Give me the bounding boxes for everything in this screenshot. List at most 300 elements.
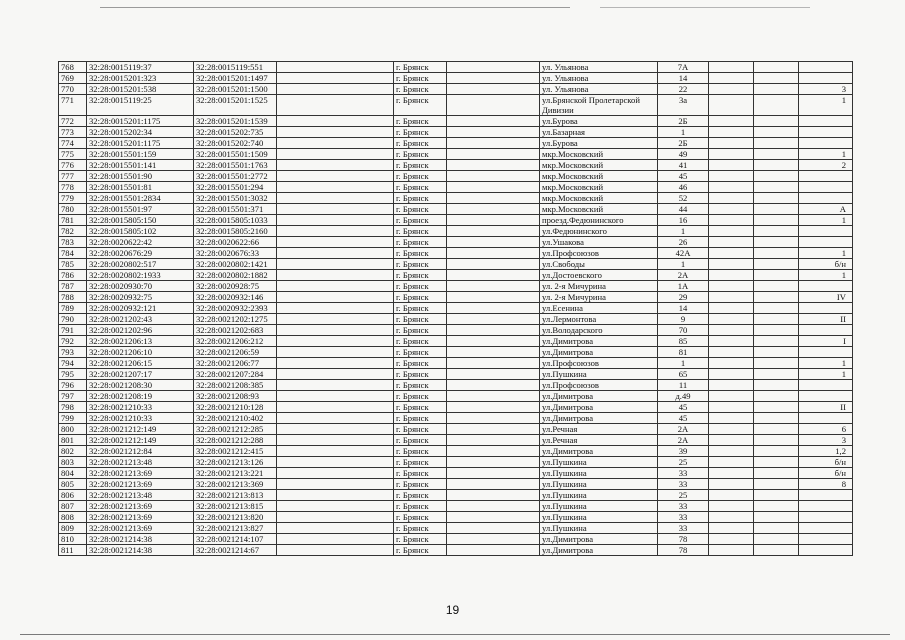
house-number: 81 — [658, 347, 709, 358]
street: мкр.Московский — [540, 193, 658, 204]
cadastral-block: 32:28:0021212:84 — [87, 446, 194, 457]
table-row — [59, 314, 853, 325]
extra-designation — [799, 193, 853, 204]
blank-cell — [754, 62, 799, 73]
extra-designation: 8 — [799, 479, 853, 490]
blank-cell — [447, 391, 540, 402]
extra-designation: 3 — [799, 435, 853, 446]
blank-cell — [447, 435, 540, 446]
street: мкр.Московский — [540, 149, 658, 160]
cadastral-number: 32:28:0020928:75 — [194, 281, 277, 292]
row-number: 788 — [59, 292, 87, 303]
city: г. Брянск — [394, 457, 447, 468]
street: ул.Володарского — [540, 325, 658, 336]
blank-cell — [709, 325, 754, 336]
extra-designation — [799, 116, 853, 127]
cadastral-number: 32:28:0015805:2160 — [194, 226, 277, 237]
scan-bottom-line — [20, 634, 890, 635]
row-number: 769 — [59, 73, 87, 84]
row-number: 772 — [59, 116, 87, 127]
extra-designation — [799, 534, 853, 545]
cadastral-number: 32:28:0021212:285 — [194, 424, 277, 435]
row-number: 787 — [59, 281, 87, 292]
cadastral-block: 32:28:0021206:15 — [87, 358, 194, 369]
blank-cell — [709, 281, 754, 292]
blank-cell — [447, 446, 540, 457]
blank-cell — [277, 534, 394, 545]
cadastral-block: 32:28:0020932:121 — [87, 303, 194, 314]
cadastral-block: 32:28:0021207:17 — [87, 369, 194, 380]
cadastral-block: 32:28:0015202:34 — [87, 127, 194, 138]
table-row — [59, 347, 853, 358]
table-row — [59, 391, 853, 402]
blank-cell — [754, 259, 799, 270]
blank-cell — [277, 413, 394, 424]
blank-cell — [754, 303, 799, 314]
blank-cell — [447, 314, 540, 325]
blank-cell — [447, 259, 540, 270]
row-number: 792 — [59, 336, 87, 347]
house-number: 33 — [658, 468, 709, 479]
cadastral-number: 32:28:0015805:1033 — [194, 215, 277, 226]
table-row — [59, 116, 853, 127]
house-number: 42А — [658, 248, 709, 259]
table-row — [59, 336, 853, 347]
cadastral-block: 32:28:0015119:25 — [87, 95, 194, 116]
blank-cell — [277, 281, 394, 292]
blank-cell — [277, 512, 394, 523]
blank-cell — [754, 127, 799, 138]
blank-cell — [754, 215, 799, 226]
house-number: 44 — [658, 204, 709, 215]
blank-cell — [754, 84, 799, 95]
blank-cell — [277, 545, 394, 556]
blank-cell — [754, 457, 799, 468]
table-row — [59, 84, 853, 95]
blank-cell — [447, 369, 540, 380]
city: г. Брянск — [394, 358, 447, 369]
blank-cell — [277, 391, 394, 402]
blank-cell — [754, 435, 799, 446]
blank-cell — [277, 237, 394, 248]
city: г. Брянск — [394, 325, 447, 336]
blank-cell — [277, 325, 394, 336]
extra-designation — [799, 237, 853, 248]
row-number: 793 — [59, 347, 87, 358]
cadastral-block: 32:28:0020930:70 — [87, 281, 194, 292]
cadastral-block: 32:28:0021214:38 — [87, 545, 194, 556]
blank-cell — [277, 62, 394, 73]
cadastral-number: 32:28:0015119:551 — [194, 62, 277, 73]
cadastral-block: 32:28:0021206:13 — [87, 336, 194, 347]
blank-cell — [447, 501, 540, 512]
city: г. Брянск — [394, 512, 447, 523]
blank-cell — [754, 226, 799, 237]
row-number: 802 — [59, 446, 87, 457]
cadastral-block: 32:28:0015805:150 — [87, 215, 194, 226]
city: г. Брянск — [394, 259, 447, 270]
blank-cell — [709, 259, 754, 270]
blank-cell — [754, 369, 799, 380]
cadastral-block: 32:28:0021213:48 — [87, 457, 194, 468]
city: г. Брянск — [394, 347, 447, 358]
extra-designation — [799, 226, 853, 237]
street: ул.Бурова — [540, 116, 658, 127]
extra-designation: 1 — [799, 248, 853, 259]
city: г. Брянск — [394, 171, 447, 182]
blank-cell — [277, 215, 394, 226]
extra-designation — [799, 303, 853, 314]
extra-designation — [799, 347, 853, 358]
blank-cell — [277, 457, 394, 468]
cadastral-number: 32:28:0015201:1497 — [194, 73, 277, 84]
extra-designation — [799, 501, 853, 512]
table-row — [59, 237, 853, 248]
blank-cell — [754, 73, 799, 84]
cadastral-block: 32:28:0020802:517 — [87, 259, 194, 270]
table-row — [59, 138, 853, 149]
cadastral-block: 32:28:0021213:69 — [87, 479, 194, 490]
extra-designation — [799, 171, 853, 182]
blank-cell — [709, 182, 754, 193]
table-row — [59, 523, 853, 534]
row-number: 773 — [59, 127, 87, 138]
city: г. Брянск — [394, 545, 447, 556]
extra-designation: IV — [799, 292, 853, 303]
blank-cell — [447, 270, 540, 281]
table-row — [59, 446, 853, 457]
blank-cell — [277, 116, 394, 127]
cadastral-register-table — [58, 61, 853, 556]
house-number: д.49 — [658, 391, 709, 402]
table-row — [59, 95, 853, 116]
row-number: 806 — [59, 490, 87, 501]
street: ул.Пушкина — [540, 457, 658, 468]
row-number: 768 — [59, 62, 87, 73]
cadastral-number: 32:28:0021212:415 — [194, 446, 277, 457]
cadastral-number: 32:28:0015201:1525 — [194, 95, 277, 116]
blank-cell — [709, 160, 754, 171]
cadastral-number: 32:28:0021207:284 — [194, 369, 277, 380]
blank-cell — [447, 402, 540, 413]
city: г. Брянск — [394, 73, 447, 84]
street: ул.Димитрова — [540, 336, 658, 347]
blank-cell — [709, 534, 754, 545]
row-number: 796 — [59, 380, 87, 391]
blank-cell — [447, 73, 540, 84]
house-number: 45 — [658, 171, 709, 182]
cadastral-block: 32:28:0021213:69 — [87, 512, 194, 523]
street: ул.Достоевского — [540, 270, 658, 281]
house-number: 7А — [658, 62, 709, 73]
table-row — [59, 215, 853, 226]
table-row — [59, 369, 853, 380]
blank-cell — [277, 182, 394, 193]
blank-cell — [709, 369, 754, 380]
table-row — [59, 171, 853, 182]
city: г. Брянск — [394, 380, 447, 391]
table-row — [59, 226, 853, 237]
blank-cell — [709, 512, 754, 523]
table-row — [59, 281, 853, 292]
table-row — [59, 259, 853, 270]
blank-cell — [754, 204, 799, 215]
city: г. Брянск — [394, 226, 447, 237]
cadastral-block: 32:28:0021213:48 — [87, 490, 194, 501]
blank-cell — [754, 512, 799, 523]
street: ул.Пушкина — [540, 490, 658, 501]
blank-cell — [709, 303, 754, 314]
cadastral-block: 32:28:0020622:42 — [87, 237, 194, 248]
house-number: 2Б — [658, 116, 709, 127]
table-row — [59, 545, 853, 556]
row-number: 780 — [59, 204, 87, 215]
blank-cell — [277, 95, 394, 116]
table-row — [59, 501, 853, 512]
blank-cell — [277, 435, 394, 446]
blank-cell — [754, 347, 799, 358]
cadastral-number: 32:28:0020676:33 — [194, 248, 277, 259]
blank-cell — [447, 358, 540, 369]
street: ул.Лермонтова — [540, 314, 658, 325]
street: ул.Ушакова — [540, 237, 658, 248]
blank-cell — [447, 226, 540, 237]
table-row — [59, 160, 853, 171]
city: г. Брянск — [394, 446, 447, 457]
extra-designation — [799, 182, 853, 193]
table-row — [59, 182, 853, 193]
blank-cell — [447, 204, 540, 215]
blank-cell — [754, 468, 799, 479]
extra-designation: б/н — [799, 468, 853, 479]
cadastral-block: 32:28:0021212:149 — [87, 435, 194, 446]
cadastral-block: 32:28:0021202:43 — [87, 314, 194, 325]
house-number: 33 — [658, 501, 709, 512]
blank-cell — [447, 62, 540, 73]
blank-cell — [754, 193, 799, 204]
city: г. Брянск — [394, 468, 447, 479]
house-number: 1А — [658, 281, 709, 292]
extra-designation: I — [799, 336, 853, 347]
table-row — [59, 325, 853, 336]
street: ул.Пушкина — [540, 523, 658, 534]
blank-cell — [277, 127, 394, 138]
city: г. Брянск — [394, 523, 447, 534]
blank-cell — [277, 501, 394, 512]
blank-cell — [709, 226, 754, 237]
street: ул.Димитрова — [540, 402, 658, 413]
blank-cell — [709, 149, 754, 160]
blank-cell — [709, 545, 754, 556]
cadastral-number: 32:28:0021206:212 — [194, 336, 277, 347]
blank-cell — [709, 171, 754, 182]
scan-top-line — [100, 7, 570, 8]
extra-designation: 1 — [799, 215, 853, 226]
blank-cell — [447, 479, 540, 490]
street: ул. Ульянова — [540, 84, 658, 95]
street: ул.Димитрова — [540, 391, 658, 402]
city: г. Брянск — [394, 182, 447, 193]
blank-cell — [709, 215, 754, 226]
blank-cell — [447, 545, 540, 556]
blank-cell — [447, 490, 540, 501]
city: г. Брянск — [394, 193, 447, 204]
blank-cell — [709, 73, 754, 84]
blank-cell — [447, 523, 540, 534]
house-number: 9 — [658, 314, 709, 325]
row-number: 809 — [59, 523, 87, 534]
blank-cell — [709, 479, 754, 490]
house-number: 22 — [658, 84, 709, 95]
blank-cell — [277, 160, 394, 171]
cadastral-number: 32:28:0021210:402 — [194, 413, 277, 424]
blank-cell — [709, 62, 754, 73]
extra-designation — [799, 391, 853, 402]
house-number: 16 — [658, 215, 709, 226]
blank-cell — [277, 226, 394, 237]
cadastral-block: 32:28:0021212:149 — [87, 424, 194, 435]
house-number: 14 — [658, 303, 709, 314]
city: г. Брянск — [394, 149, 447, 160]
row-number: 801 — [59, 435, 87, 446]
cadastral-number: 32:28:0021213:369 — [194, 479, 277, 490]
row-number: 783 — [59, 237, 87, 248]
table-row — [59, 468, 853, 479]
city: г. Брянск — [394, 160, 447, 171]
blank-cell — [754, 380, 799, 391]
row-number: 781 — [59, 215, 87, 226]
house-number: 25 — [658, 490, 709, 501]
blank-cell — [277, 73, 394, 84]
blank-cell — [709, 248, 754, 259]
table-row — [59, 73, 853, 84]
table-row — [59, 490, 853, 501]
blank-cell — [709, 237, 754, 248]
blank-cell — [277, 347, 394, 358]
extra-designation — [799, 281, 853, 292]
blank-cell — [754, 424, 799, 435]
cadastral-block: 32:28:0015201:538 — [87, 84, 194, 95]
city: г. Брянск — [394, 127, 447, 138]
cadastral-number: 32:28:0021213:820 — [194, 512, 277, 523]
house-number: 70 — [658, 325, 709, 336]
cadastral-number: 32:28:0021208:93 — [194, 391, 277, 402]
cadastral-block: 32:28:0021213:69 — [87, 523, 194, 534]
cadastral-number: 32:28:0021202:683 — [194, 325, 277, 336]
blank-cell — [277, 380, 394, 391]
city: г. Брянск — [394, 62, 447, 73]
table-row — [59, 270, 853, 281]
row-number: 774 — [59, 138, 87, 149]
blank-cell — [447, 347, 540, 358]
cadastral-number: 32:28:0015501:1763 — [194, 160, 277, 171]
blank-cell — [709, 468, 754, 479]
city: г. Брянск — [394, 248, 447, 259]
row-number: 785 — [59, 259, 87, 270]
house-number: 49 — [658, 149, 709, 160]
house-number: 33 — [658, 479, 709, 490]
cadastral-number: 32:28:0021213:827 — [194, 523, 277, 534]
blank-cell — [754, 138, 799, 149]
blank-cell — [709, 347, 754, 358]
blank-cell — [277, 336, 394, 347]
house-number: 78 — [658, 534, 709, 545]
blank-cell — [754, 358, 799, 369]
table-row — [59, 303, 853, 314]
blank-cell — [754, 237, 799, 248]
cadastral-number: 32:28:0015202:735 — [194, 127, 277, 138]
blank-cell — [447, 468, 540, 479]
blank-cell — [277, 193, 394, 204]
blank-cell — [277, 523, 394, 534]
blank-cell — [709, 424, 754, 435]
cadastral-block: 32:28:0015119:37 — [87, 62, 194, 73]
blank-cell — [709, 84, 754, 95]
city: г. Брянск — [394, 402, 447, 413]
blank-cell — [754, 479, 799, 490]
blank-cell — [709, 490, 754, 501]
blank-cell — [277, 446, 394, 457]
blank-cell — [277, 468, 394, 479]
row-number: 797 — [59, 391, 87, 402]
blank-cell — [447, 95, 540, 116]
cadastral-block: 32:28:0021202:96 — [87, 325, 194, 336]
street: мкр.Московский — [540, 182, 658, 193]
row-number: 786 — [59, 270, 87, 281]
extra-designation: 2 — [799, 160, 853, 171]
extra-designation — [799, 490, 853, 501]
house-number: 25 — [658, 457, 709, 468]
cadastral-block: 32:28:0015805:102 — [87, 226, 194, 237]
cadastral-block: 32:28:0015501:2834 — [87, 193, 194, 204]
street: ул.Профсоюзов — [540, 358, 658, 369]
blank-cell — [447, 292, 540, 303]
street: ул.Речная — [540, 435, 658, 446]
street: ул.Димитрова — [540, 347, 658, 358]
cadastral-block: 32:28:0021208:30 — [87, 380, 194, 391]
blank-cell — [447, 534, 540, 545]
cadastral-number: 32:28:0015202:740 — [194, 138, 277, 149]
extra-designation: 1 — [799, 270, 853, 281]
table-row — [59, 380, 853, 391]
extra-designation — [799, 127, 853, 138]
row-number: 771 — [59, 95, 87, 116]
extra-designation — [799, 380, 853, 391]
row-number: 794 — [59, 358, 87, 369]
blank-cell — [277, 402, 394, 413]
city: г. Брянск — [394, 95, 447, 116]
cadastral-block: 32:28:0021213:69 — [87, 501, 194, 512]
extra-designation: II — [799, 402, 853, 413]
cadastral-number: 32:28:0015501:371 — [194, 204, 277, 215]
cadastral-number: 32:28:0021210:128 — [194, 402, 277, 413]
street: ул.Пушкина — [540, 501, 658, 512]
street: ул.Речная — [540, 424, 658, 435]
house-number: 85 — [658, 336, 709, 347]
city: г. Брянск — [394, 413, 447, 424]
blank-cell — [277, 292, 394, 303]
cadastral-number: 32:28:0015501:3032 — [194, 193, 277, 204]
blank-cell — [447, 413, 540, 424]
city: г. Брянск — [394, 336, 447, 347]
street: ул.Пушкина — [540, 468, 658, 479]
blank-cell — [754, 171, 799, 182]
blank-cell — [754, 446, 799, 457]
cadastral-number: 32:28:0015501:294 — [194, 182, 277, 193]
city: г. Брянск — [394, 215, 447, 226]
table-row — [59, 193, 853, 204]
house-number: 26 — [658, 237, 709, 248]
